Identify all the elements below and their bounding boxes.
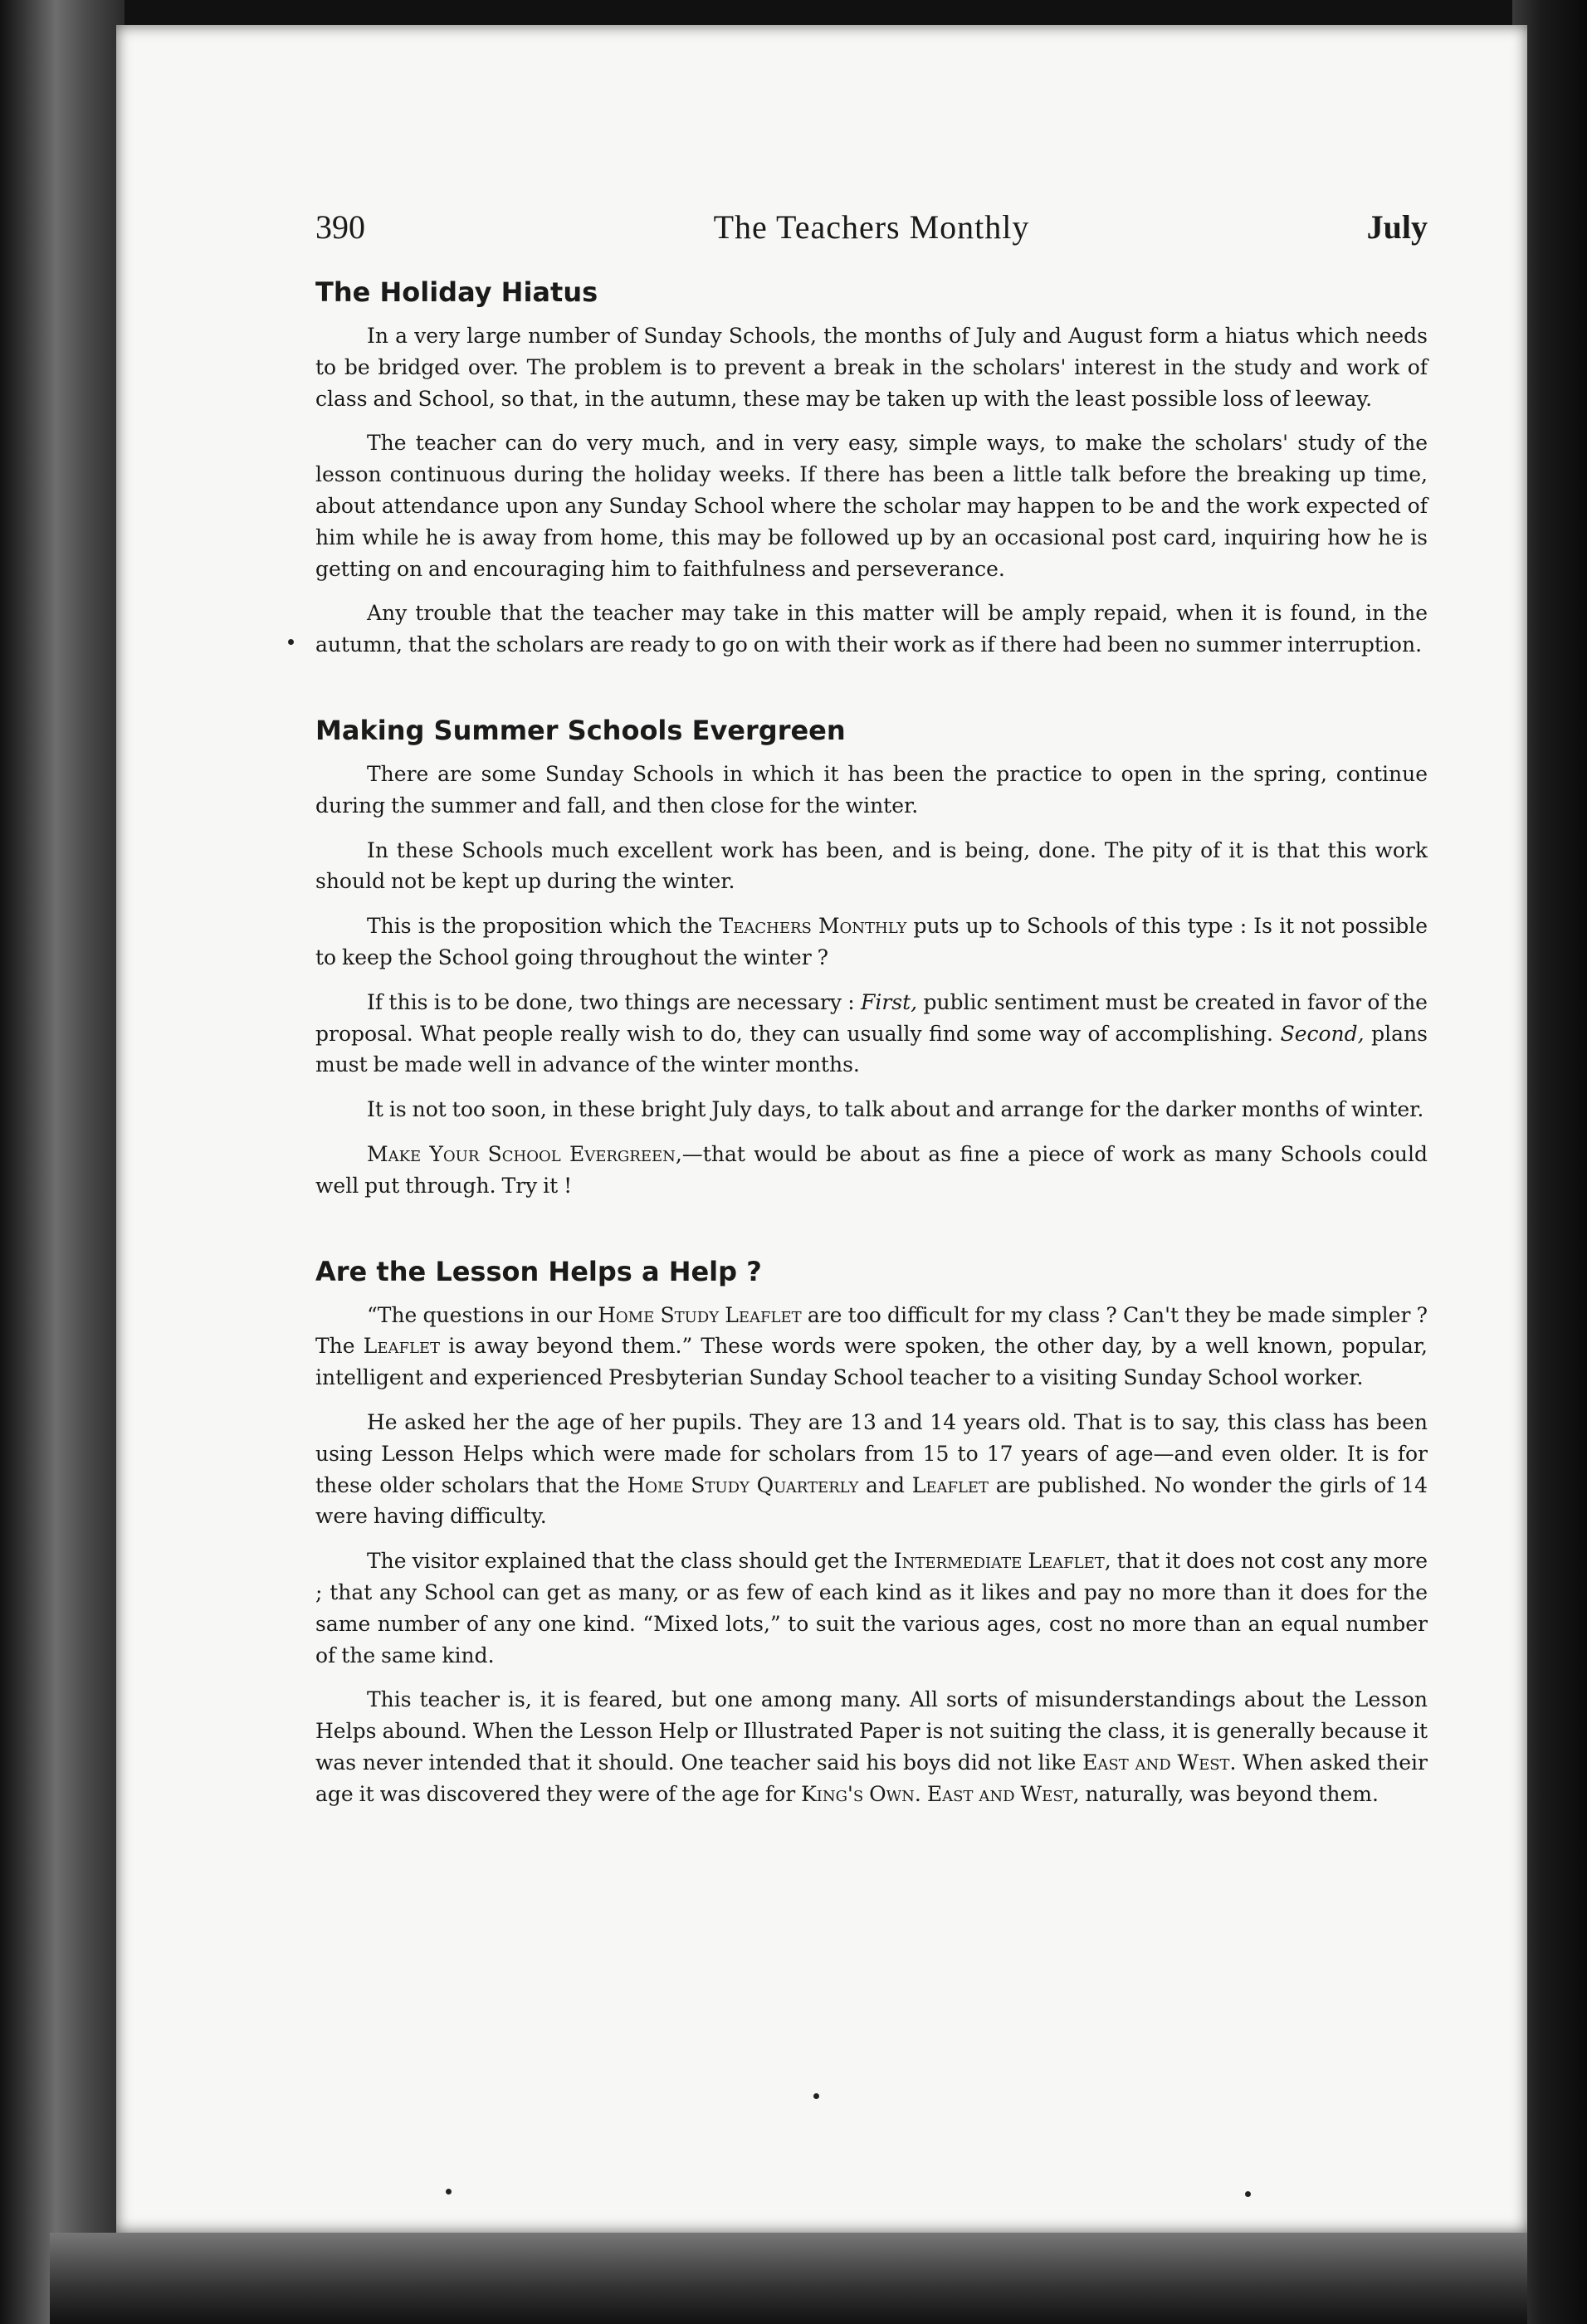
paragraph: He asked her the age of her pupils. They are 13 and 14 years old. That is to say, this class has been using Lesson Helps which were made for scholars from 15 to 17 years of age—and even older. It is for these older scholars that the Home Study Quarterly and Leaflet are published. No wonder the girls of 14 were having difficulty. bbox=[315, 1409, 1428, 1529]
article-summer-schools-evergreen bbox=[315, 712, 1428, 1202]
ink-speck bbox=[813, 2093, 819, 2099]
paragraph: The teacher can do very much, and in very easy, simple ways, to make the scholars' study of the lesson continuous during the holiday weeks. If there has been a little talk before the breaking up time, about attendance upon any Sunday School where the scholar may happen to be and the work expected of him while he is away from home, this may be followed up by an occasional post card, inquiring how he is getting on and encouraging him to faithfulness and perseverance. bbox=[315, 431, 1428, 581]
paragraph: In a very large number of Sunday Schools, the months of July and August form a hiatus which needs to be bridged over. The problem is to prevent a break in the scholars' interest in the study and work of class and School, so that, in the autumn, these may be taken up with the least possible loss of leeway. bbox=[315, 324, 1428, 411]
paragraph: This is the proposition which the Teachers Monthly puts up to Schools of this type : Is it not possible to keep the School going throughout the winter ? bbox=[315, 914, 1428, 969]
page-content bbox=[315, 208, 1428, 1823]
paragraph: Any trouble that the teacher may take in this matter will be amply repaid, when it is found, in the autumn, that the scholars are ready to go on with their work as if there had been no summer interruption. bbox=[315, 601, 1428, 657]
article-lesson-helps bbox=[315, 1253, 1428, 1810]
paragraph: The visitor explained that the class should get the Intermediate Leaflet, that it does not cost any more ; that any School can get as many, or as few of each kind as it likes and pay no more than it does for the same number of any one kind. “Mixed lots,” to suit the various ages, cost no more than an equal number of the same kind. bbox=[315, 1549, 1428, 1667]
journal-title: The Teachers Monthly bbox=[713, 208, 1030, 246]
article-holiday-hiatus bbox=[315, 274, 1428, 661]
paragraph: It is not too soon, in these bright July days, to talk about and arrange for the darker months of winter. bbox=[367, 1097, 1424, 1122]
paragraph: In these Schools much excellent work has been, and is being, done. The pity of it is that this work should not be kept up during the winter. bbox=[315, 837, 1428, 894]
issue-month: July bbox=[1366, 208, 1428, 246]
ink-speck bbox=[446, 2189, 452, 2195]
article-title: Making Summer Schools Evergreen bbox=[315, 714, 846, 746]
page-bottom-edge bbox=[50, 2233, 1527, 2324]
ink-speck bbox=[288, 639, 294, 645]
paragraph: If this is to be done, two things are necessary : First, public sentiment must be created in favor of the proposal. What people really wish to do, they can usually find some way of accomplishing. Second, plans must be made well in advance of the winter months. bbox=[315, 989, 1428, 1077]
paragraph: There are some Sunday Schools in which it has been the practice to open in the spring, continue during the summer and fall, and then close for the winter. bbox=[315, 761, 1428, 818]
paragraph: This teacher is, it is feared, but one among many. All sorts of misunderstandings about the Lesson Helps abound. When the Lesson Help or Illustrated Paper is not suiting the class, it is generally because it was never intended that it should. One teacher said his boys did not like East and West. When asked their age it was discovered they were of the age for King's Own. East and West, naturally, was beyond them. bbox=[315, 1687, 1428, 1806]
article-title: Are the Lesson Helps a Help ? bbox=[315, 1255, 762, 1287]
paragraph: “The questions in our Home Study Leaflet are too difficult for my class ? Can't they be made simpler ? The Leaflet is away beyond them.” These words were spoken, the other day, by a well known, popular, intelligent and experienced Presbyterian Sunday School teacher to a visiting Sunday School worker. bbox=[315, 1302, 1428, 1390]
book-binding-left bbox=[0, 0, 125, 2324]
running-head bbox=[315, 208, 1428, 266]
page-number: 390 bbox=[315, 208, 365, 246]
ink-speck bbox=[1245, 2191, 1251, 2197]
article-title: The Holiday Hiatus bbox=[315, 276, 598, 308]
paragraph: Make Your School Evergreen,—that would be about as fine a piece of work as many Schools could well put through. Try it ! bbox=[315, 1141, 1428, 1198]
